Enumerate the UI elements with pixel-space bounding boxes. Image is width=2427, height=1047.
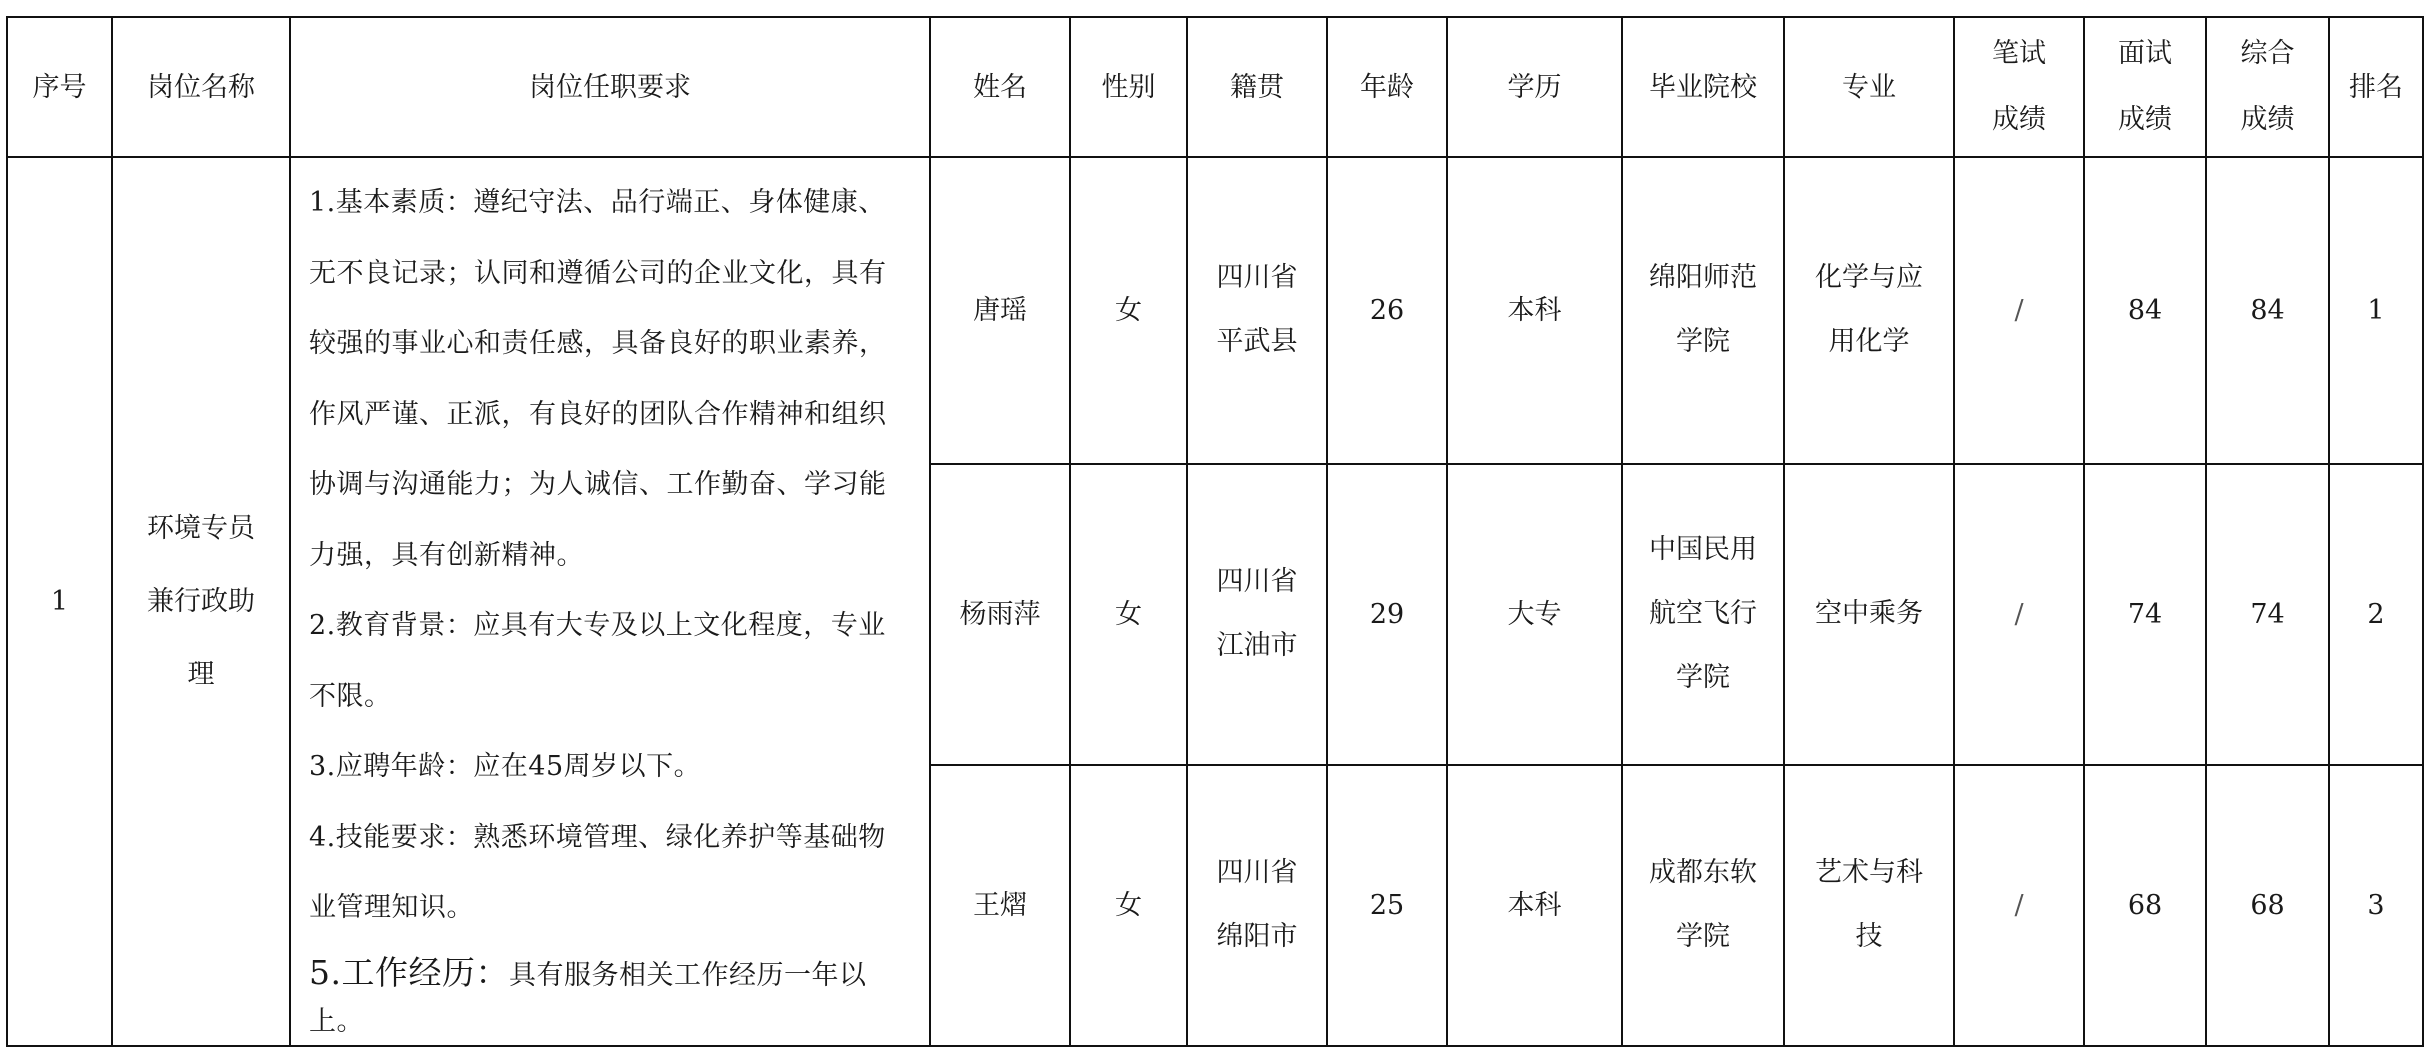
header-written-score: [1954, 17, 2084, 157]
candidate-age: 26: [1327, 157, 1447, 464]
native-place-line: 四川省: [1216, 857, 1298, 889]
header-gender: 性别: [1070, 17, 1187, 157]
candidate-gender: 女: [1070, 765, 1187, 1045]
header-age: 年龄: [1327, 17, 1447, 157]
candidate-interview-score: 84: [2084, 157, 2206, 464]
candidate-rank: 3: [2329, 765, 2423, 1045]
header-major: 专业: [1784, 17, 1954, 157]
requirement-item: 4.技能要求：熟悉环境管理、绿化养护等基础物业管理知识。: [309, 821, 886, 923]
position-title-line: 环境专员: [147, 512, 255, 544]
school-line: 中国民用: [1649, 534, 1757, 566]
candidate-total-score: 74: [2206, 464, 2329, 766]
major-line: 用化学: [1828, 326, 1910, 358]
position-requirements-cell: [290, 157, 930, 1046]
candidate-rank: 2: [2329, 464, 2423, 766]
requirement-item: 2.教育背景：应具有大专及以上文化程度，专业不限。: [309, 610, 886, 712]
position-title-line: 兼行政助: [147, 585, 255, 617]
candidate-written-score: /: [1954, 157, 2084, 464]
candidate-interview-score: 68: [2084, 765, 2206, 1045]
header-native-place: 籍贯: [1187, 17, 1327, 157]
header-interview-score: [2084, 17, 2206, 157]
requirement-item: [309, 950, 909, 1045]
candidate-native-place: [1187, 765, 1327, 1045]
candidate-name: 唐瑶: [930, 157, 1070, 464]
candidate-native-place: [1187, 464, 1327, 766]
header-position: 岗位名称: [112, 17, 290, 157]
candidate-age: 29: [1327, 464, 1447, 766]
candidate-school: [1622, 157, 1784, 464]
candidate-age: 25: [1327, 765, 1447, 1045]
header-index: 序号: [7, 17, 112, 157]
header-total-score-line: 成绩: [2240, 104, 2295, 135]
candidate-school: [1622, 765, 1784, 1045]
candidate-interview-score: 74: [2084, 464, 2206, 766]
candidate-school: [1622, 464, 1784, 766]
school-line: 航空飞行: [1649, 598, 1757, 630]
header-name: 姓名: [930, 17, 1070, 157]
header-total-score: [2206, 17, 2329, 157]
header-written-score-line: 成绩: [1992, 104, 2046, 135]
position-index-cell: 1: [7, 157, 112, 1046]
header-row: [7, 17, 2423, 157]
header-education: 学历: [1447, 17, 1622, 157]
header-interview-score-line: 面试: [2118, 38, 2172, 69]
requirement-item: 3.应聘年龄：应在45周岁以下。: [309, 751, 702, 782]
native-place-line: 四川省: [1216, 566, 1298, 598]
candidate-major: [1784, 157, 1954, 464]
major-line: 艺术与科: [1815, 857, 1923, 889]
school-line: 绵阳师范: [1649, 262, 1757, 294]
table-row: [7, 157, 2423, 464]
candidate-education: 本科: [1447, 157, 1622, 464]
candidate-written-score: /: [1954, 464, 2084, 766]
requirement-item: 1.基本素质：遵纪守法、品行端正、身体健康、无不良记录；认同和遵循公司的企业文化，具有较强的事业心和责任感，具备良好的职业素养，作风严谨、正派，有良好的团队合作精神和组织协调与沟通能力；为人诚信、工作勤奋、学习能力强，具有创新精神。: [309, 187, 887, 571]
header-school: 毕业院校: [1622, 17, 1784, 157]
native-place-line: 江油市: [1216, 630, 1298, 662]
candidate-name: 王熠: [930, 765, 1070, 1045]
school-line: 学院: [1676, 662, 1730, 694]
candidate-native-place: [1187, 157, 1327, 464]
header-interview-score-line: 成绩: [2118, 104, 2172, 135]
major-line: 空中乘务: [1815, 598, 1923, 630]
candidate-total-score: 84: [2206, 157, 2329, 464]
header-written-score-line: 笔试: [1992, 38, 2046, 69]
candidate-ranking-table: [6, 16, 2424, 1047]
candidate-gender: 女: [1070, 157, 1187, 464]
candidate-total-score: 68: [2206, 765, 2329, 1045]
school-line: 学院: [1676, 921, 1730, 953]
native-place-line: 平武县: [1216, 326, 1298, 358]
header-rank: 排名: [2329, 17, 2423, 157]
major-line: 化学与应: [1815, 262, 1923, 294]
header-total-score-line: 综合: [2240, 38, 2295, 69]
candidate-gender: 女: [1070, 464, 1187, 766]
candidate-education: 本科: [1447, 765, 1622, 1045]
school-line: 成都东软: [1649, 857, 1757, 889]
candidate-written-score: /: [1954, 765, 2084, 1045]
major-line: 技: [1855, 921, 1883, 953]
school-line: 学院: [1676, 326, 1730, 358]
candidate-name: 杨雨萍: [930, 464, 1070, 766]
native-place-line: 绵阳市: [1216, 921, 1298, 953]
requirement-item-prefix: 5.工作经历：: [309, 952, 509, 992]
candidate-education: 大专: [1447, 464, 1622, 766]
header-requirements: 岗位任职要求: [290, 17, 930, 157]
candidate-rank: 1: [2329, 157, 2423, 464]
native-place-line: 四川省: [1216, 262, 1298, 294]
position-title-line: 理: [187, 658, 215, 690]
position-title-cell: [112, 157, 290, 1046]
candidate-major: [1784, 765, 1954, 1045]
requirement-item-text: 具有服务相关工作经历一年以上。: [309, 959, 867, 1037]
candidate-major: [1784, 464, 1954, 766]
